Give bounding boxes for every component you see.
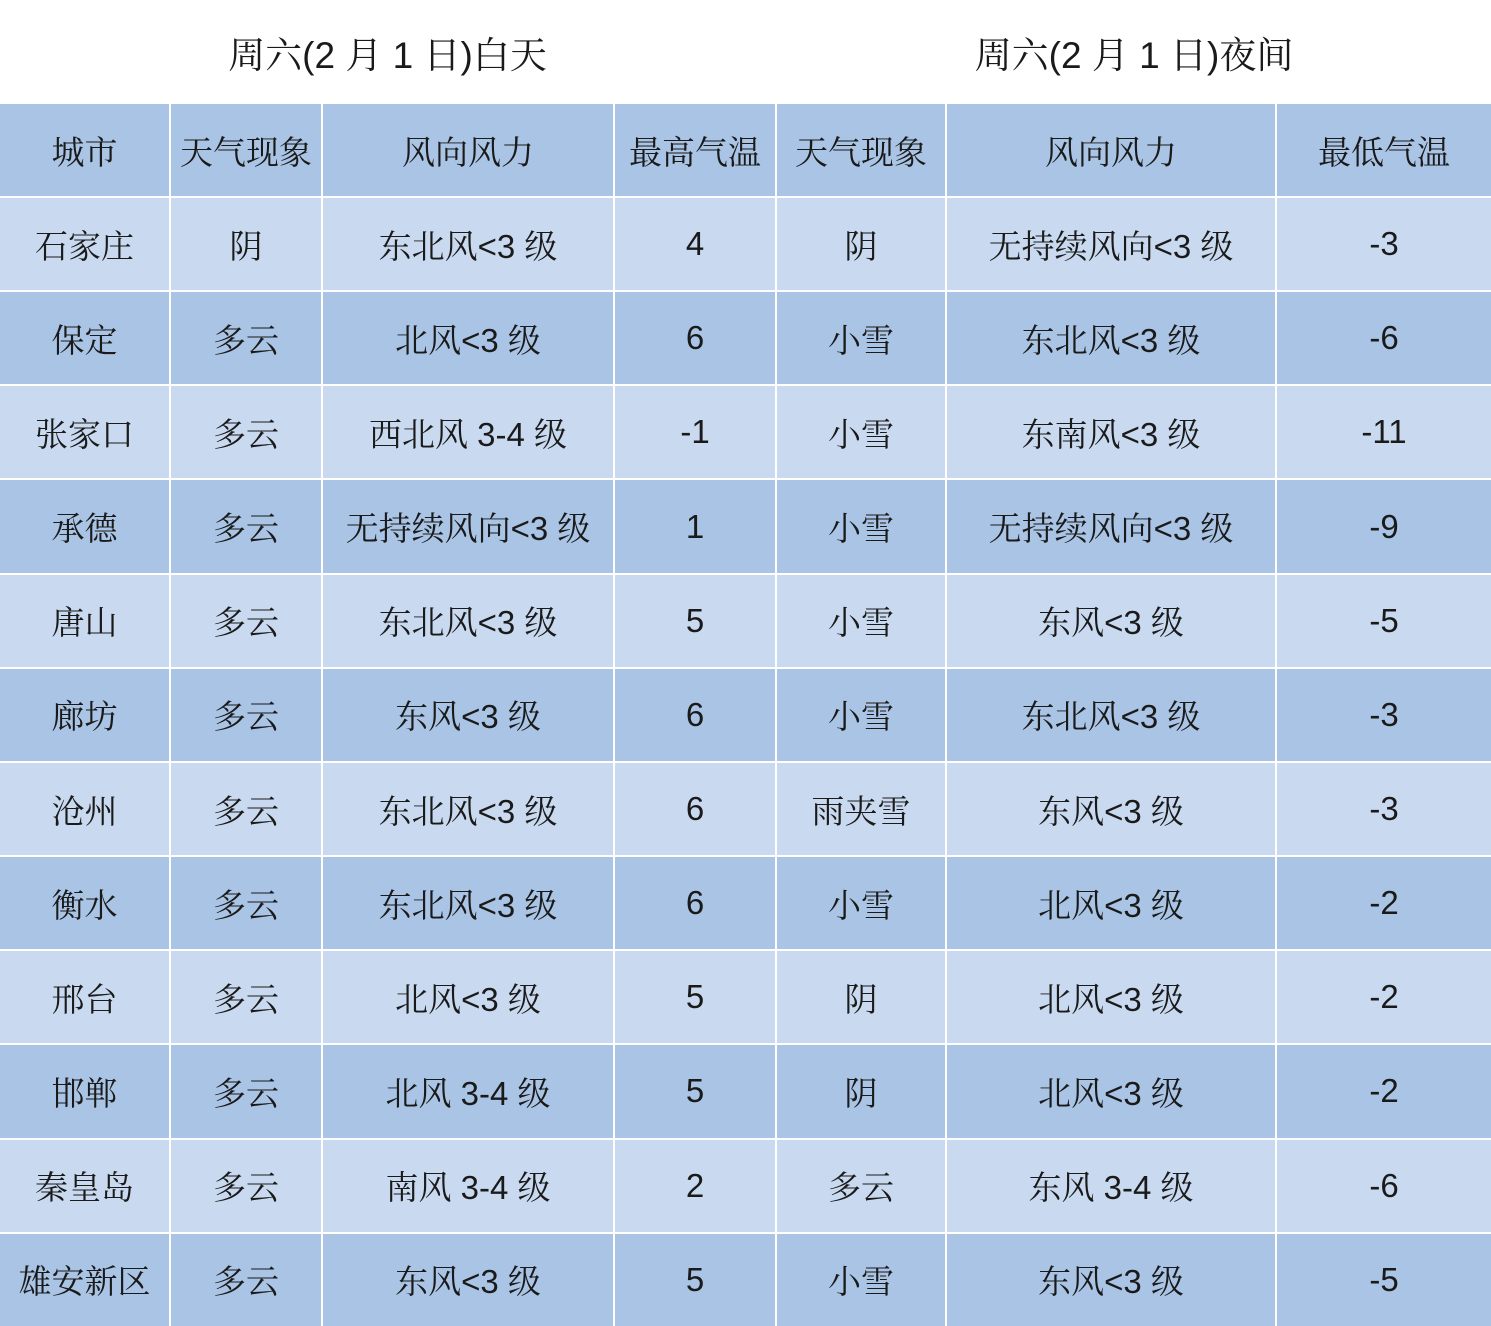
header-day-phenomenon: 天气现象 (170, 103, 322, 197)
cell-night-low: -6 (1276, 291, 1491, 385)
cell-night-low: -11 (1276, 385, 1491, 479)
cell-night-phenomenon: 小雪 (776, 668, 946, 762)
cell-day-wind: 北风 3-4 级 (322, 1044, 614, 1138)
cell-day-wind: 东风<3 级 (322, 668, 614, 762)
cell-night-low: -3 (1276, 762, 1491, 856)
cell-night-low: -3 (1276, 668, 1491, 762)
cell-night-wind: 东风<3 级 (946, 574, 1276, 668)
cell-night-phenomenon: 阴 (776, 197, 946, 291)
cell-night-low: -2 (1276, 950, 1491, 1044)
cell-day-high: 2 (614, 1139, 776, 1233)
cell-day-wind: 无持续风向<3 级 (322, 479, 614, 573)
table-row (0, 574, 1491, 668)
table-row (0, 856, 1491, 950)
cell-day-high: 1 (614, 479, 776, 573)
cell-day-high: 6 (614, 856, 776, 950)
cell-day-phenomenon: 多云 (170, 479, 322, 573)
cell-night-low: -3 (1276, 197, 1491, 291)
cell-day-wind: 东北风<3 级 (322, 574, 614, 668)
header-day-wind: 风向风力 (322, 103, 614, 197)
cell-city: 秦皇岛 (0, 1139, 170, 1233)
cell-night-phenomenon: 小雪 (776, 856, 946, 950)
cell-night-wind: 无持续风向<3 级 (946, 479, 1276, 573)
cell-day-phenomenon: 阴 (170, 197, 322, 291)
cell-day-wind: 东北风<3 级 (322, 197, 614, 291)
cell-night-low: -5 (1276, 574, 1491, 668)
cell-day-high: -1 (614, 385, 776, 479)
cell-day-wind: 东风<3 级 (322, 1233, 614, 1326)
cell-night-phenomenon: 小雪 (776, 385, 946, 479)
cell-night-phenomenon: 阴 (776, 1044, 946, 1138)
cell-day-phenomenon: 多云 (170, 668, 322, 762)
table-row (0, 385, 1491, 479)
cell-day-phenomenon: 多云 (170, 574, 322, 668)
cell-night-phenomenon: 雨夹雪 (776, 762, 946, 856)
cell-night-wind: 北风<3 级 (946, 950, 1276, 1044)
cell-night-low: -5 (1276, 1233, 1491, 1326)
cell-day-phenomenon: 多云 (170, 1233, 322, 1326)
weather-table-body (0, 197, 1491, 1326)
cell-city: 雄安新区 (0, 1233, 170, 1326)
header-city: 城市 (0, 103, 170, 197)
table-row (0, 1139, 1491, 1233)
cell-day-high: 5 (614, 1044, 776, 1138)
night-section-title: 周六(2 月 1 日)夜间 (776, 1, 1491, 103)
cell-day-wind: 北风<3 级 (322, 950, 614, 1044)
cell-day-high: 6 (614, 291, 776, 385)
cell-day-wind: 北风<3 级 (322, 291, 614, 385)
table-row (0, 950, 1491, 1044)
header-night-low: 最低气温 (1276, 103, 1491, 197)
cell-night-phenomenon: 小雪 (776, 1233, 946, 1326)
cell-night-low: -9 (1276, 479, 1491, 573)
cell-night-low: -2 (1276, 1044, 1491, 1138)
table-row (0, 479, 1491, 573)
cell-night-wind: 东北风<3 级 (946, 291, 1276, 385)
cell-city: 张家口 (0, 385, 170, 479)
cell-night-wind: 北风<3 级 (946, 1044, 1276, 1138)
cell-day-phenomenon: 多云 (170, 291, 322, 385)
cell-night-wind: 东风<3 级 (946, 1233, 1276, 1326)
cell-night-phenomenon: 小雪 (776, 574, 946, 668)
cell-day-high: 6 (614, 762, 776, 856)
cell-night-phenomenon: 多云 (776, 1139, 946, 1233)
cell-day-wind: 西北风 3-4 级 (322, 385, 614, 479)
cell-day-phenomenon: 多云 (170, 950, 322, 1044)
table-row (0, 291, 1491, 385)
cell-day-phenomenon: 多云 (170, 1139, 322, 1233)
cell-day-high: 5 (614, 1233, 776, 1326)
cell-day-phenomenon: 多云 (170, 762, 322, 856)
cell-day-phenomenon: 多云 (170, 385, 322, 479)
cell-city: 邢台 (0, 950, 170, 1044)
cell-night-wind: 无持续风向<3 级 (946, 197, 1276, 291)
cell-night-phenomenon: 阴 (776, 950, 946, 1044)
cell-day-high: 5 (614, 950, 776, 1044)
cell-night-wind: 东风 3-4 级 (946, 1139, 1276, 1233)
cell-night-phenomenon: 小雪 (776, 291, 946, 385)
cell-city: 邯郸 (0, 1044, 170, 1138)
table-row (0, 1233, 1491, 1326)
cell-day-high: 5 (614, 574, 776, 668)
cell-night-low: -6 (1276, 1139, 1491, 1233)
cell-city: 唐山 (0, 574, 170, 668)
cell-night-wind: 东风<3 级 (946, 762, 1276, 856)
cell-night-wind: 北风<3 级 (946, 856, 1276, 950)
cell-city: 保定 (0, 291, 170, 385)
cell-day-wind: 南风 3-4 级 (322, 1139, 614, 1233)
cell-day-phenomenon: 多云 (170, 856, 322, 950)
cell-city: 沧州 (0, 762, 170, 856)
cell-day-high: 4 (614, 197, 776, 291)
column-header-row (0, 103, 1491, 197)
title-row (0, 1, 1491, 103)
table-row (0, 668, 1491, 762)
cell-night-wind: 东北风<3 级 (946, 668, 1276, 762)
cell-day-wind: 东北风<3 级 (322, 856, 614, 950)
header-day-high: 最高气温 (614, 103, 776, 197)
cell-day-high: 6 (614, 668, 776, 762)
header-night-wind: 风向风力 (946, 103, 1276, 197)
cell-city: 衡水 (0, 856, 170, 950)
cell-city: 承德 (0, 479, 170, 573)
day-section-title: 周六(2 月 1 日)白天 (0, 1, 776, 103)
cell-night-wind: 东南风<3 级 (946, 385, 1276, 479)
header-night-phenomenon: 天气现象 (776, 103, 946, 197)
cell-day-phenomenon: 多云 (170, 1044, 322, 1138)
cell-night-phenomenon: 小雪 (776, 479, 946, 573)
cell-night-low: -2 (1276, 856, 1491, 950)
cell-city: 石家庄 (0, 197, 170, 291)
table-row (0, 762, 1491, 856)
cell-day-wind: 东北风<3 级 (322, 762, 614, 856)
cell-city: 廊坊 (0, 668, 170, 762)
table-row (0, 197, 1491, 291)
table-row (0, 1044, 1491, 1138)
